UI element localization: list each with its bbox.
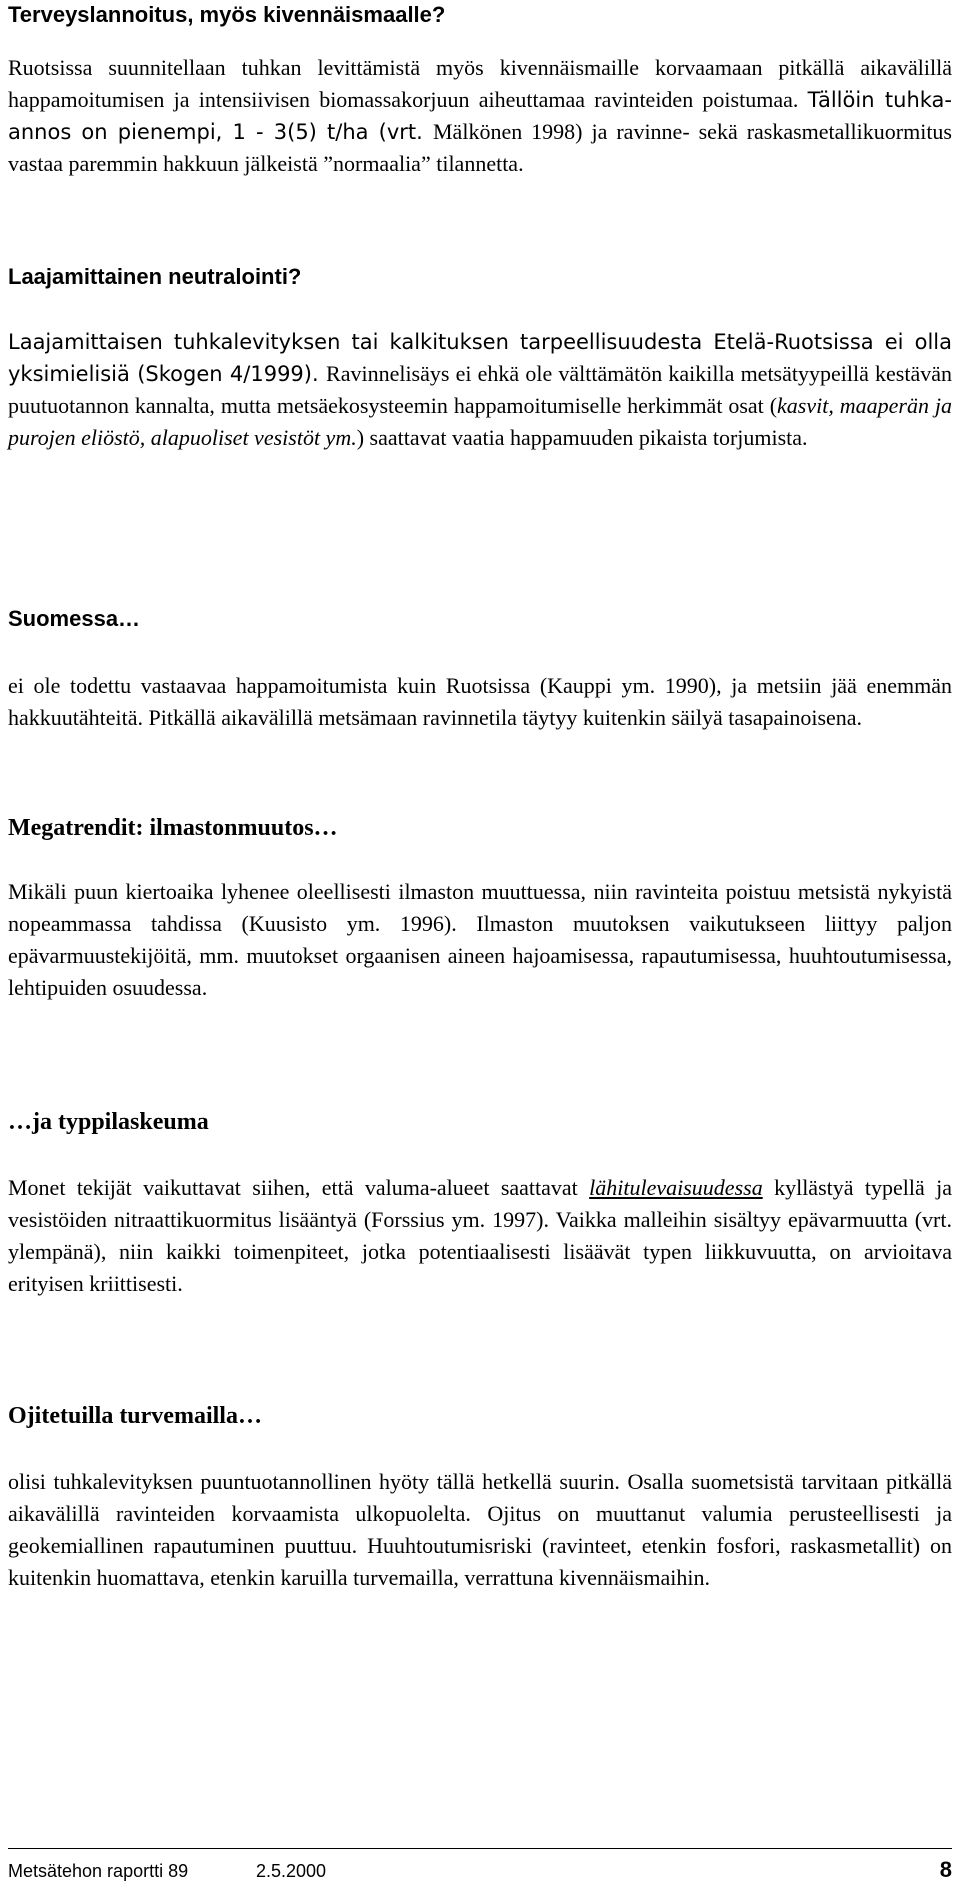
paragraph-text: ) saattavat vaatia happamuuden pikaista torjumista. — [356, 425, 808, 450]
footer-date: 2.5.2000 — [256, 1861, 327, 1881]
paragraph-nitrogen — [8, 1172, 952, 1300]
page-number: 8 — [939, 1857, 952, 1882]
section-heading-neutralization: Laajamittainen neutralointi? — [8, 264, 302, 289]
paragraph-text: Ravinnelisäys ei ehkä ole välttämätön kaikilla metsätyypeillä kestävän puutuotannon kannalta, mutta metsäekosysteemin happamoitumiselle herkimmät osat ( — [8, 361, 952, 418]
paragraph-text: Ruotsissa suunnitellaan tuhkan levittämistä myös kivennäismaille korvaamaan pitkällä aikavälillä happamoitumisen ja intensiivisen biomassakorjuun aiheuttamaa ravinteiden poistumaa. — [8, 55, 952, 112]
section-heading-finland: Suomessa… — [8, 606, 141, 631]
paragraph-climate-change: Mikäli puun kiertoaika lyhenee oleellisesti ilmaston muuttuessa, niin ravinteita poistuu metsistä nykyistä nopeammassa tahdissa (Kuusisto ym. 1996). Ilmaston muutoksen vaikutukseen liittyy paljon epävarmuustekijöitä, mm. muutokset orgaanisen aineen hajoamisessa, rapautumisessa, huuhtoutumisessa, lehtipuiden osuudessa. — [8, 879, 952, 1000]
paragraph-text-sans: Laajamittaisen tuhkalevityksen tai kalkituksen tarpeellisuudesta Etelä-Ruotsissa ei olla yksimielisiä (Skogen 4/1999). — [8, 330, 952, 386]
paragraph-text-italic-underlined: lähitulevaisuudessa — [589, 1175, 763, 1200]
paragraph-text-italic: kasvit, maaperän ja purojen eliöstö, alapuoliset vesistöt ym. — [8, 393, 952, 450]
section-heading-nitrogen: …ja typpilaskeuma — [8, 1109, 209, 1135]
section-heading-peatlands: Ojitetuilla turvemailla… — [8, 1403, 262, 1429]
page-footer — [8, 1848, 952, 1893]
paragraph-finland: ei ole todettu vastaavaa happamoitumista kuin Ruotsissa (Kauppi ym. 1990), ja metsiin jää enemmän hakkuutähteitä. Pitkällä aikavälillä metsämaan ravinnetila täytyy kuitenkin säilyä tasapainoisena. — [8, 673, 952, 730]
paragraph-text: Monet tekijät vaikuttavat siihen, että valuma-alueet saattavat — [8, 1175, 590, 1200]
footer-publication: Metsätehon raportti 89 — [8, 1861, 189, 1881]
paragraph-ash-spreading — [8, 52, 952, 180]
paragraph-text: Mälkönen 1998) ja ravinne- sekä raskasmetallikuormitus vastaa paremmin hakkuun jälkeistä ”normaalia” tilannetta. — [8, 119, 952, 176]
paragraph-neutralization — [8, 326, 952, 454]
paragraph-peatlands: olisi tuhkalevityksen puuntuotannollinen hyöty tällä hetkellä suurin. Osalla suometsistä tarvitaan pitkällä aikavälillä ravinteiden korvaamista ulkopuolelta. Ojitus on muuttanut valumia perusteellisesti ja geokemiallinen rapautuminen puuttuu. Huuhtoutumisriski (ravinteet, etenkin fosfori, raskasmetallit) on kuitenkin huomattava, etenkin karuilla turvemailla, verrattuna kivennäismaihin. — [8, 1469, 952, 1590]
paragraph-text: kyllästyä typellä ja vesistöiden nitraattikuormitus lisääntyä (Forssius ym. 1997). Vaikka malleihin sisältyy epävarmuutta (vrt. ylempänä), niin kaikki toimenpiteet, jotka potentiaalisesti lisäävät typen liikkuvuutta, on arvioitava erityisen kriittisesti. — [8, 1175, 952, 1296]
section-heading-megatrends: Megatrendit: ilmastonmuutos… — [8, 815, 338, 841]
page-title: Terveyslannoitus, myös kivennäismaalle? — [8, 2, 446, 27]
paragraph-text-sans: Tällöin tuhka-annos on pienempi, 1 - 3(5) t/ha (vrt. — [8, 88, 952, 144]
